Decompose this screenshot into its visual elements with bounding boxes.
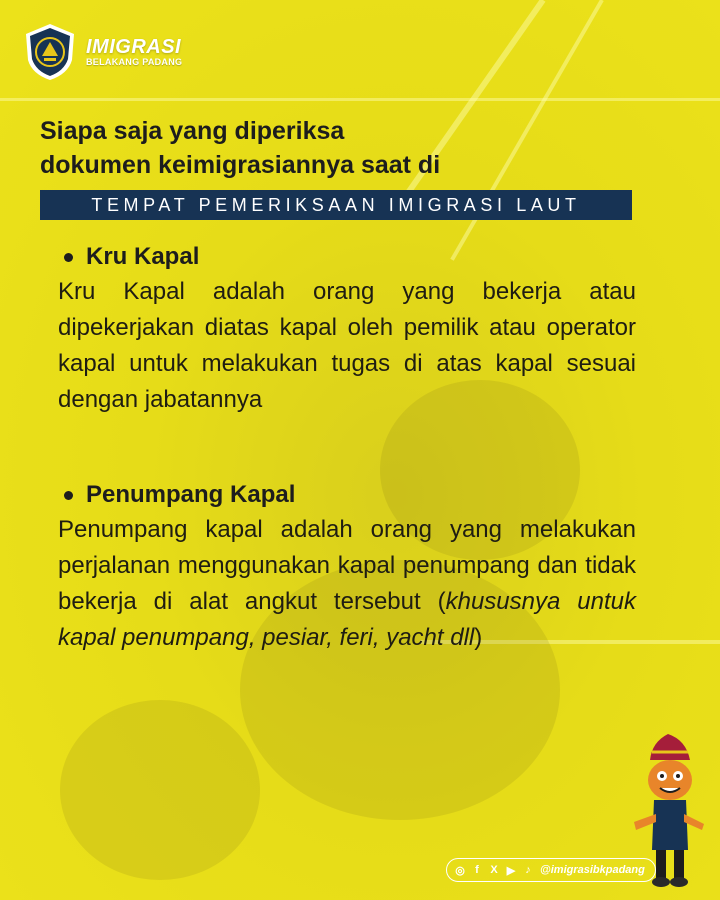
section-title-text: Kru Kapal (86, 243, 200, 270)
brand-subtitle: BELAKANG PADANG (86, 57, 183, 67)
bullet-icon (64, 491, 73, 500)
brand-logo (22, 22, 182, 82)
section-body-text: Penumpang kapal adalah orang yang melakukan perjalanan menggunakan kapal penumpang dan tidak bekerja di alat angkut tersebut ( (58, 516, 636, 615)
brand-name: IMIGRASI (86, 36, 182, 58)
instagram-icon[interactable]: ◎ (455, 864, 465, 877)
headline-line-1: Siapa saja yang diperiksa (40, 117, 345, 145)
immigration-emblem-icon (22, 22, 78, 82)
section-body (58, 512, 636, 656)
youtube-icon[interactable]: ▶ (506, 864, 516, 877)
tiktok-icon[interactable]: ♪ (525, 864, 531, 876)
section-kru-kapal (58, 242, 636, 418)
facebook-icon[interactable]: f (475, 864, 479, 876)
social-footer (446, 858, 656, 882)
headline-line-2: dokumen keimigrasiannya saat di (40, 151, 441, 179)
section-penumpang-kapal (58, 480, 636, 656)
section-title-text: Penumpang Kapal (86, 481, 296, 508)
section-body-italic: khususnya untuk kapal penumpang, pesiar, feri, yacht dll (58, 588, 636, 651)
banner-title: TEMPAT PEMERIKSAAN IMIGRASI LAUT (40, 190, 632, 220)
bullet-icon (64, 253, 73, 262)
section-body-end: ) (474, 624, 483, 651)
mascot-illustration (628, 730, 708, 890)
section-title (58, 242, 636, 272)
section-body: Kru Kapal adalah orang yang bekerja atau dipekerjakan diatas kapal oleh pemilik atau operator kapal untuk melakukan tugas di atas kapal sesuai dengan jabatannya (58, 278, 636, 413)
section-title (58, 480, 636, 510)
headline (40, 114, 440, 182)
social-handle[interactable]: @imigrasibkpadang (540, 864, 645, 876)
x-icon[interactable]: X (490, 864, 498, 876)
